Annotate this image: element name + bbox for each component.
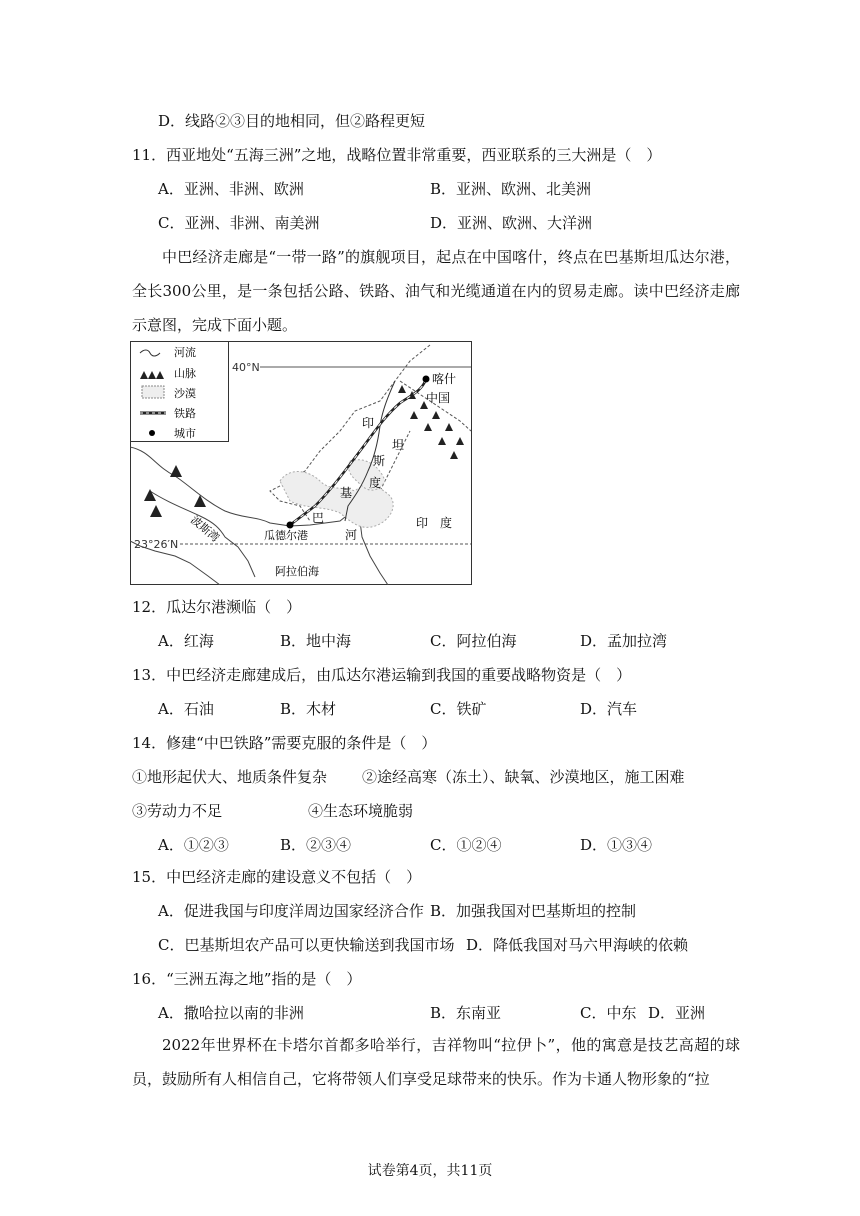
- q12-stem: 12．瓜达尔港濒临（ ）: [132, 598, 302, 616]
- legend-mountain: 山脉: [174, 367, 196, 380]
- q13-option-a: A．石油: [158, 700, 214, 718]
- pakistan-char-1: 巴: [312, 511, 325, 525]
- legend-railway: 铁路: [174, 407, 196, 420]
- q13-stem: 13．中巴经济走廊建成后，由瓜达尔港运输到我国的重要战略物资是（ ）: [132, 666, 632, 684]
- q14-option-a: A．①②③: [158, 836, 229, 854]
- q14-option-c: C．①②④: [430, 836, 502, 854]
- indus-char-3: 河: [345, 528, 358, 542]
- q12-option-a: A．红海: [158, 632, 214, 650]
- india-label: 印 度: [416, 516, 453, 530]
- q14-condition-4: ④生态环境脆弱: [308, 802, 414, 820]
- page-footer: 试卷第4页，共11页: [367, 1163, 493, 1179]
- legend-river: 河流: [174, 346, 196, 359]
- q16-option-d: D．亚洲: [648, 1004, 706, 1022]
- indus-char-2: 度: [369, 476, 382, 490]
- lat-40n-label: 40°N: [232, 361, 260, 374]
- legend-city: 城市: [174, 427, 196, 440]
- gwadar-city-marker: [287, 522, 294, 529]
- legend-mountain-icon: [140, 371, 164, 379]
- passage-world-cup: 2022年世界杯在卡塔尔首都多哈举行，吉祥物叫“拉伊卜”，他的寓意是技艺高超的球员，鼓励所有人相信自己，它将带领人们享受足球带来的快乐。作为卡通人物形象的“拉: [132, 1036, 740, 1088]
- persian-gulf-label: 波斯湾: [188, 513, 222, 545]
- q15-option-a: A．促进我国与印度洋周边国家经济合作: [158, 902, 424, 920]
- china-label: 中国: [426, 391, 451, 405]
- q14-condition-3: ③劳动力不足: [132, 802, 223, 820]
- passage-cpec: 中巴经济走廊是“一带一路”的旗舰项目，起点在中国喀什，终点在巴基斯坦瓜达尔港，全长300公里，是一条包括公路、铁路、油气和光缆通道在内的贸易走廊。读中巴经济走廊示意图，完成下面小题。: [132, 248, 740, 334]
- kashgar-label: 喀什: [432, 372, 457, 386]
- q16-option-b: B．东南亚: [430, 1004, 502, 1022]
- q13-option-c: C．铁矿: [430, 700, 487, 718]
- q16-option-c: C．中东: [580, 1004, 637, 1022]
- q11-option-d: D．亚洲、欧洲、大洋洲: [430, 214, 593, 232]
- q10-option-d: D．线路②③目的地相同，但②路程更短: [158, 112, 426, 130]
- q15-option-d: D．降低我国对马六甲海峡的依赖: [466, 936, 689, 954]
- legend-desert-icon: [142, 386, 164, 398]
- gwadar-label: 瓜德尔港: [264, 529, 308, 542]
- pakistan-char-3: 斯: [373, 454, 386, 468]
- legend-desert: 沙漠: [174, 387, 196, 400]
- q14-condition-2: ②途经高寒（冻土）、缺氧、沙漠地区，施工困难: [362, 768, 685, 786]
- q13-option-d: D．汽车: [580, 700, 638, 718]
- q14-option-d: D．①③④: [580, 836, 653, 854]
- kashgar-city-marker: [423, 376, 430, 383]
- q11-stem: 11．西亚地处“五海三洲”之地，战略位置非常重要，西亚联系的三大洲是（ ）: [132, 146, 662, 164]
- q14-option-b: B．②③④: [280, 836, 352, 854]
- q15-option-c: C．巴基斯坦农产品可以更快输送到我国市场: [158, 936, 455, 954]
- arabian-sea-label: 阿拉伯海: [275, 565, 319, 578]
- q12-option-d: D．孟加拉湾: [580, 632, 668, 650]
- q11-option-c: C．亚洲、非洲、南美洲: [158, 214, 320, 232]
- q16-option-a: A．撒哈拉以南的非洲: [158, 1004, 304, 1022]
- q14-condition-1: ①地形起伏大、地质条件复杂: [132, 768, 328, 786]
- lat-tropic-label: 23°26′N: [134, 538, 179, 551]
- q16-stem: 16．“三洲五海之地”指的是（ ）: [132, 970, 362, 988]
- q14-stem: 14．修建“中巴铁路”需要克服的条件是（ ）: [132, 734, 437, 752]
- indus-char-1: 印: [362, 416, 375, 430]
- pakistan-char-2: 基: [340, 486, 353, 500]
- q11-option-b: B．亚洲、欧洲、北美洲: [430, 180, 592, 198]
- q11-option-a: A．亚洲、非洲、欧洲: [158, 180, 304, 198]
- legend-city-icon: [149, 430, 155, 436]
- q15-option-b: B．加强我国对巴基斯坦的控制: [430, 902, 637, 920]
- q12-option-b: B．地中海: [280, 632, 352, 650]
- cpec-map: [130, 341, 472, 585]
- q13-option-b: B．木材: [280, 700, 337, 718]
- pakistan-char-4: 坦: [392, 438, 405, 452]
- q12-option-c: C．阿拉伯海: [430, 632, 517, 650]
- q15-stem: 15．中巴经济走廊的建设意义不包括（ ）: [132, 868, 422, 886]
